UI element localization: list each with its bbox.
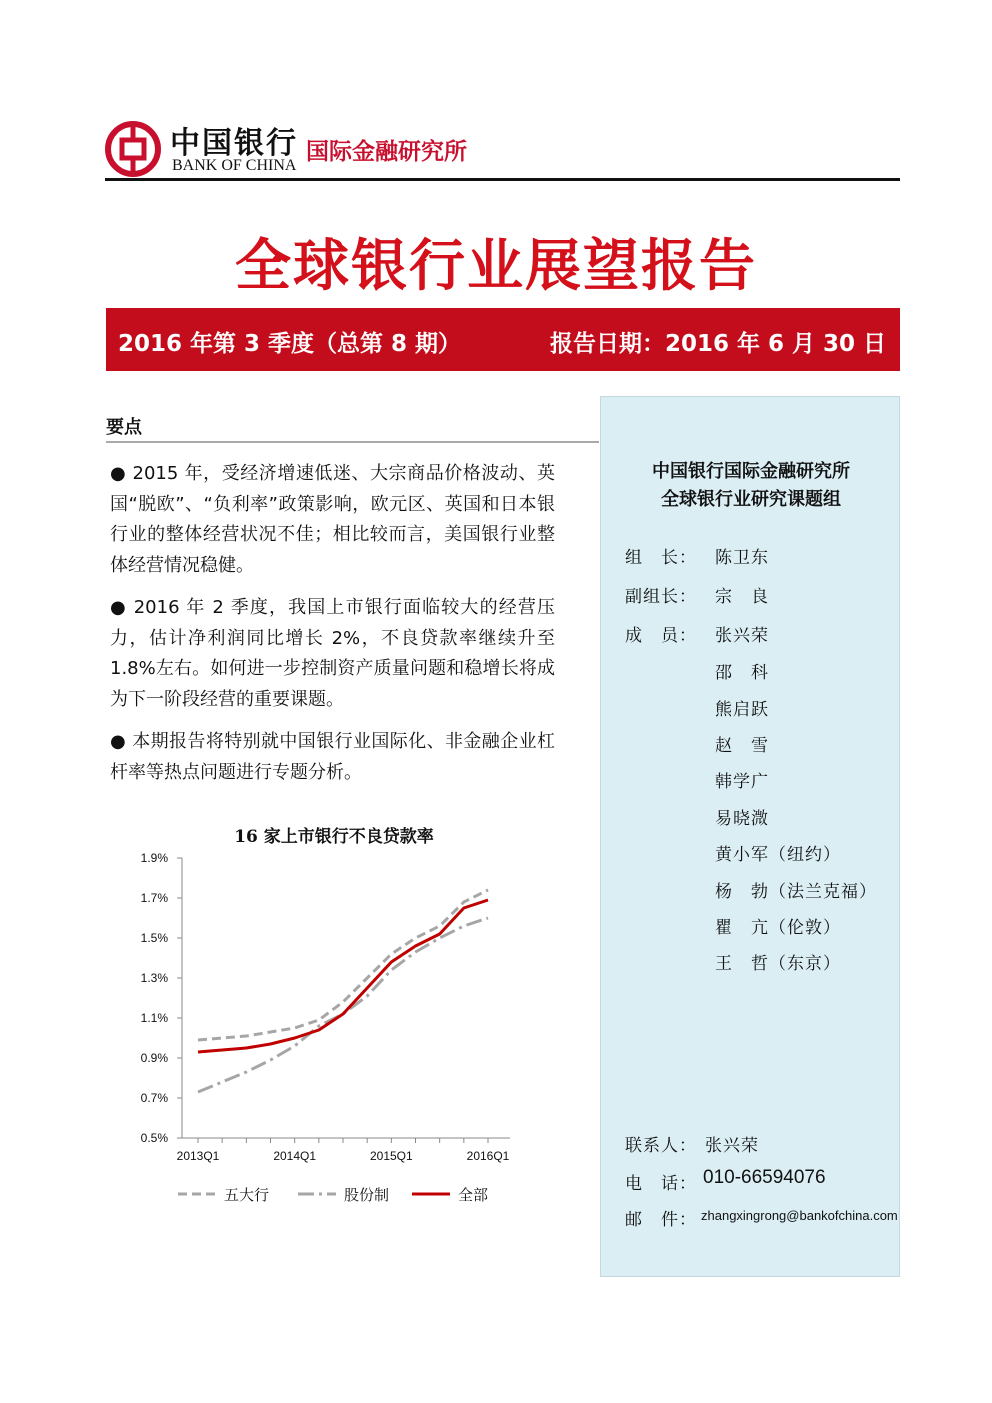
contact-email-label: 邮 件：: [625, 1210, 697, 1230]
team-member: 易晓溦: [715, 809, 769, 829]
y-tick-label: 1.1%: [140, 1011, 168, 1025]
team-member: 赵 雪: [715, 736, 769, 756]
x-tick-label: 2013Q1: [176, 1149, 220, 1163]
team-member: 邵 科: [715, 663, 769, 683]
key-point-2: ● 2016 年 2 季度，我国上市银行面临较大的经营压力，估计净利润同比增长 2%，不良贷款率继续升至 1.8%左右。如何进一步控制资产质量问题和稳增长将成为下一阶段经营的重要课题。: [110, 597, 555, 710]
key-points-divider: [106, 441, 599, 443]
y-tick-label: 1.7%: [140, 891, 168, 905]
y-tick-label: 1.5%: [140, 931, 168, 945]
issue-banner: [106, 308, 900, 371]
key-points-heading: 要点: [106, 417, 142, 438]
team-role: 成 员：: [625, 626, 697, 646]
team-member: 张兴荣: [715, 626, 769, 646]
team-member: 韩学广: [715, 772, 769, 792]
legend-label: 全部: [458, 1186, 489, 1204]
legend-label: 五大行: [224, 1186, 270, 1204]
y-tick-label: 1.3%: [140, 971, 168, 985]
header-divider: [105, 178, 900, 181]
team-member: 瞿 亢（伦敦）: [715, 918, 841, 938]
team-role: 组 长：: [625, 548, 697, 568]
contact-email: zhangxingrong@bankofchina.com: [701, 1208, 898, 1223]
team-org-line1: 中国银行国际金融研究所: [652, 461, 850, 482]
bank-of-china-logo-icon: [105, 121, 161, 177]
research-team-sidebar: [600, 396, 900, 1277]
y-tick-label: 0.7%: [140, 1091, 168, 1105]
key-point-3: ● 本期报告将特别就中国银行业国际化、非金融企业杠杆率等热点问题进行专题分析。: [110, 731, 555, 783]
team-member: 王 哲（东京）: [715, 954, 841, 974]
key-point-1: ● 2015 年，受经济增速低迷、大宗商品价格波动、英国“脱欧”、“负利率”政策影响，欧元区、英国和日本银行业的整体经营状况不佳；相比较而言，美国银行业整体经营情况稳健。: [110, 463, 555, 576]
y-tick-label: 0.5%: [140, 1131, 168, 1145]
x-tick-label: 2016Q1: [466, 1149, 510, 1163]
contact-person-label: 联系人：: [625, 1136, 697, 1156]
contact-person: 张兴荣: [705, 1136, 759, 1156]
chart-title: 16 家上市银行不良贷款率: [234, 827, 434, 847]
x-tick-label: 2014Q1: [273, 1149, 317, 1163]
report-date: 报告日期：2016 年 6 月 30 日: [549, 331, 886, 357]
series-line-2: [198, 918, 488, 1092]
report-title: 全球银行业展望报告: [235, 234, 757, 299]
bank-name-cn: 中国银行: [170, 126, 298, 161]
npl-ratio-chart: [120, 820, 540, 1220]
team-member: 陈卫东: [715, 548, 769, 568]
issue-number: 2016 年第 3 季度（总第 8 期）: [118, 331, 462, 357]
series-line-1: [198, 890, 488, 1040]
team-member: 杨 勃（法兰克福）: [715, 882, 877, 902]
contact-phone-label: 电 话：: [625, 1174, 697, 1194]
legend-label: 股份制: [344, 1186, 390, 1204]
institute-name: 国际金融研究所: [306, 139, 467, 165]
team-org-line2: 全球银行业研究课题组: [661, 489, 841, 510]
team-role: 副组长：: [625, 587, 697, 607]
y-tick-label: 1.9%: [140, 851, 168, 865]
bank-name-en: BANK OF CHINA: [172, 157, 297, 174]
y-tick-label: 0.9%: [140, 1051, 168, 1065]
x-tick-label: 2015Q1: [369, 1149, 413, 1163]
team-member: 黄小军（纽约）: [715, 845, 841, 865]
team-member: 熊启跃: [715, 700, 769, 720]
contact-phone: 010-66594076: [703, 1167, 826, 1188]
team-member: 宗 良: [715, 587, 769, 607]
